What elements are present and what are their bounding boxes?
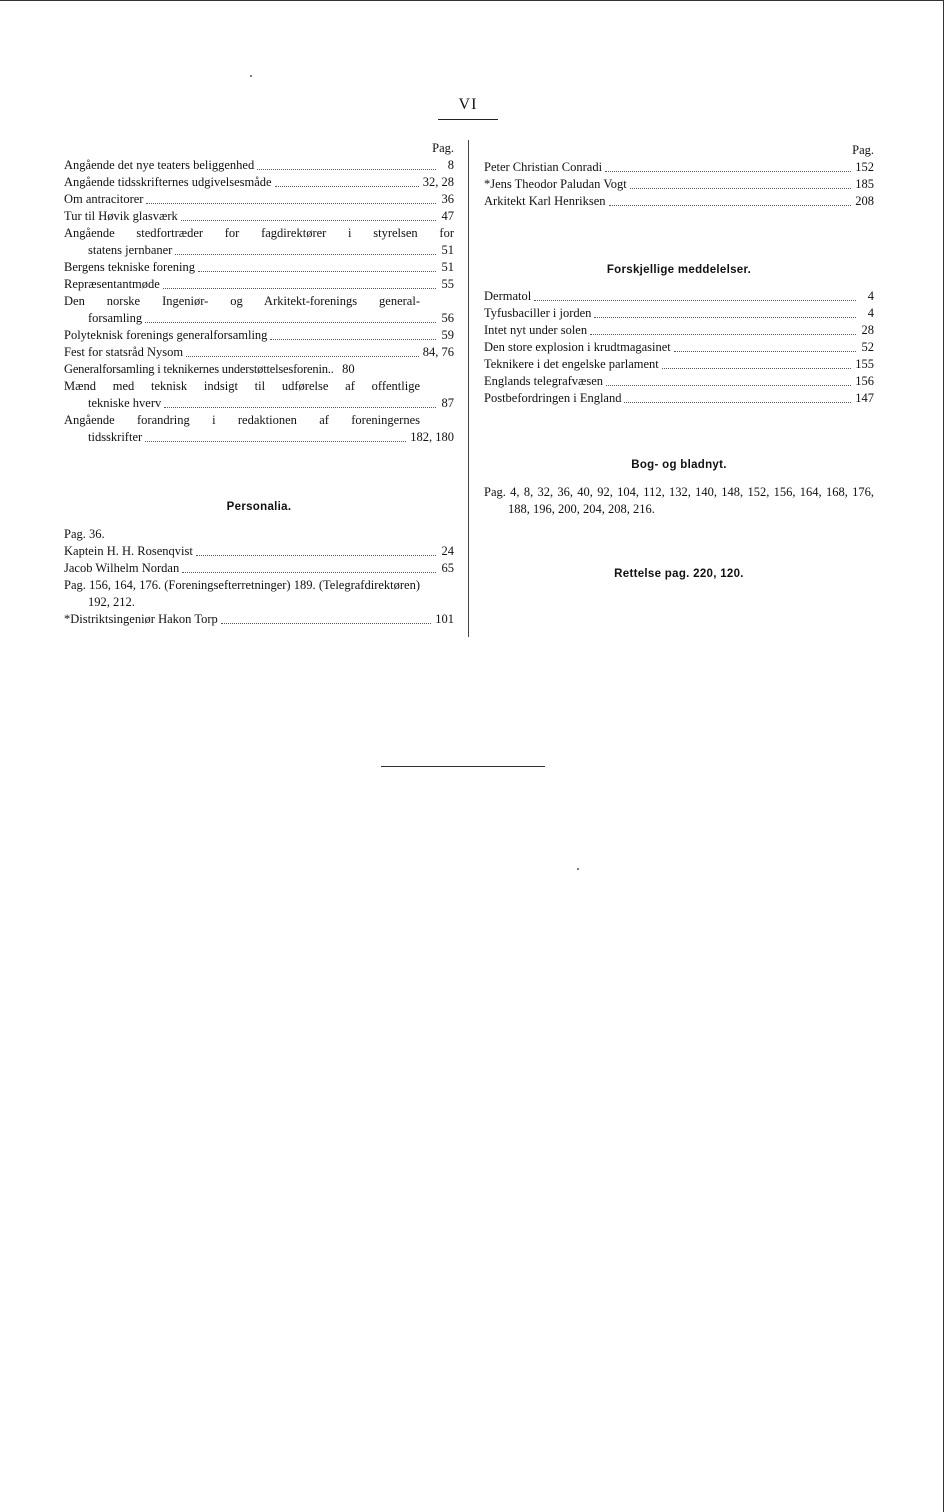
entry-title: Teknikere i det engelske parlament (484, 357, 659, 371)
dot-leader (175, 254, 436, 255)
toc-entry (64, 259, 454, 276)
left-column (64, 140, 454, 628)
entry-continuation (64, 429, 454, 446)
entry-page: 28 (861, 323, 874, 337)
entry-title-line1: Angående forandring i redaktionen af foreningernes (64, 413, 420, 427)
entry-title: Polyteknisk forenings generalforsamling (64, 328, 268, 342)
entry-page: 56 (441, 311, 454, 325)
entry-title: Bergens tekniske forening (64, 260, 195, 274)
entry-title: Jacob Wilhelm Nordan (64, 561, 180, 575)
entry-page: 182, 180 (410, 430, 454, 444)
entry-title-line2: forsamling (88, 311, 143, 325)
dot-leader (624, 402, 851, 403)
entry-page: 32, 28 (422, 175, 454, 189)
toc-entry-multiline (64, 412, 454, 446)
dot-leader (146, 203, 436, 204)
dot-leader (606, 385, 851, 386)
entry-title: Angående tidsskrifternes udgivelsesmåde (64, 175, 272, 189)
dot-leader (594, 317, 856, 318)
entry-page: 52 (861, 340, 874, 354)
entry-title: Fest for statsråd Nysom (64, 345, 184, 359)
toc-entry-multiline (64, 225, 454, 259)
pag-header: Pag. (852, 143, 874, 157)
entry-title: Tyfusbaciller i jorden (484, 306, 592, 320)
speck (250, 75, 252, 77)
dot-leader (164, 407, 436, 408)
dot-leader (605, 171, 851, 172)
dot-leader (609, 205, 852, 206)
entry-page: 4 (867, 306, 874, 320)
right-column (484, 140, 874, 580)
toc-entry (484, 193, 874, 210)
pag-header: Pag. (432, 141, 454, 155)
dot-leader (221, 623, 432, 624)
entry-title: Kaptein H. H. Rosenqvist (64, 544, 193, 558)
entry-page: 87 (441, 396, 454, 410)
entry-page: 65 (441, 561, 454, 575)
forskjellige-heading: Forskjellige meddelelser. (606, 264, 752, 276)
list-item (484, 373, 874, 390)
entry-page: 51 (441, 243, 454, 257)
page-border-top (0, 0, 944, 1)
toc-entry (484, 159, 874, 176)
entry-continuation (64, 310, 454, 327)
entry-title: Dermatol (484, 289, 532, 303)
personalia-multi-line: Pag. 156, 164, 176. (Foreningsefterretninger) 189. (Telegrafdirektøren) 192, 212. (64, 578, 420, 609)
list-item (484, 288, 874, 305)
toc-entry (64, 191, 454, 208)
entry-page: 47 (441, 209, 454, 223)
dot-leader (257, 169, 436, 170)
dot-leader (534, 300, 856, 301)
entry-page: 51 (441, 260, 454, 274)
entry-title: *Jens Theodor Paludan Vogt (484, 177, 627, 191)
entry-title: Postbefordringen i England (484, 391, 622, 405)
personalia-entry (64, 611, 454, 628)
entry-page: 4 (867, 289, 874, 303)
list-item (484, 339, 874, 356)
toc-entry-multiline (64, 378, 454, 412)
entry-title: Arkitekt Karl Henriksen (484, 194, 606, 208)
page-number-rule (438, 119, 498, 120)
toc-entry (484, 176, 874, 193)
entry-page: 156 (855, 374, 874, 388)
dot-leader (182, 572, 436, 573)
entry-title-line2: tekniske hverv (88, 396, 162, 410)
entry-title: Englands telegrafvæsen (484, 374, 604, 388)
entry-page: 24 (441, 544, 454, 558)
dot-leader (270, 339, 436, 340)
dot-leader (198, 271, 436, 272)
entry-continuation (64, 395, 454, 412)
entry-page: 152 (855, 160, 874, 174)
dot-leader (145, 441, 406, 442)
rettelse-line: Rettelse pag. 220, 120. (614, 568, 744, 580)
entry-page: 101 (435, 612, 454, 626)
entry-title: Om antracitorer (64, 192, 144, 206)
personalia-heading: Personalia. (226, 501, 292, 513)
speck (577, 868, 579, 870)
toc-entry (64, 157, 454, 174)
entry-page: 155 (855, 357, 874, 371)
dot-leader (630, 188, 852, 189)
end-rule (381, 766, 545, 767)
entry-title: Intet nyt under solen (484, 323, 588, 337)
toc-entry-multiline (64, 293, 454, 327)
toc-entry (64, 327, 454, 344)
toc-entry (64, 344, 454, 361)
entry-page: 36 (441, 192, 454, 206)
entry-page: 84, 76 (422, 345, 454, 359)
page-number: VI (458, 96, 478, 113)
entry-title-line1: Angående stedfortræder for fagdirektører i styrelsen for (64, 226, 454, 240)
dot-leader (275, 186, 419, 187)
forskjellige-list (484, 288, 874, 407)
toc-entry (64, 174, 454, 191)
entry-title: Angående det nye teaters beliggenhed (64, 158, 255, 172)
toc-entry (64, 361, 454, 378)
entry-continuation (64, 242, 454, 259)
list-item (484, 390, 874, 407)
entry-title: Den store explosion i krudtmagasinet (484, 340, 671, 354)
entry-title: *Distriktsingeniør Hakon Torp (64, 612, 218, 626)
entry-page: 80 (342, 362, 355, 376)
column-divider (468, 140, 469, 637)
personalia-pag-line: Pag. 36. (64, 527, 105, 541)
dot-leader (181, 220, 436, 221)
entry-page: 55 (441, 277, 454, 291)
list-item (484, 322, 874, 339)
dot-leader (590, 334, 856, 335)
toc-entry (64, 208, 454, 225)
dot-leader (196, 555, 436, 556)
toc-entry (64, 276, 454, 293)
personalia-entry (64, 543, 454, 560)
entry-title: Tur til Høvik glasværk (64, 209, 178, 223)
entry-page: 185 (855, 177, 874, 191)
entry-page: 59 (441, 328, 454, 342)
entry-title-line2: tidsskrifter (88, 430, 143, 444)
personalia-entry (64, 560, 454, 577)
entry-page: 8 (447, 158, 454, 172)
entry-title: Repræsentantmøde (64, 277, 160, 291)
entry-title: Peter Christian Conradi (484, 160, 603, 174)
list-item (484, 305, 874, 322)
entry-page: 208 (855, 194, 874, 208)
dot-leader (145, 322, 436, 323)
list-item (484, 356, 874, 373)
dot-leader (186, 356, 419, 357)
entry-page: 147 (855, 391, 874, 405)
entry-title-line1: Den norske Ingeniør- og Arkitekt-forenings general- (64, 294, 420, 308)
entry-title: Generalforsamling i teknikernes understøttelsesforenin.. (64, 362, 334, 376)
bog-text: Pag. 4, 8, 32, 36, 40, 92, 104, 112, 132, 140, 148, 152, 156, 164, 168, 176, 188, 196, 200, 204, 208, 216. (484, 485, 874, 516)
bog-heading: Bog- og bladnyt. (631, 459, 727, 471)
entry-title-line2: statens jernbaner (88, 243, 173, 257)
dot-leader (674, 351, 856, 352)
entry-title-line1: Mænd med teknisk indsigt til udførelse af offentlige (64, 379, 420, 393)
dot-leader (163, 288, 436, 289)
dot-leader (662, 368, 852, 369)
